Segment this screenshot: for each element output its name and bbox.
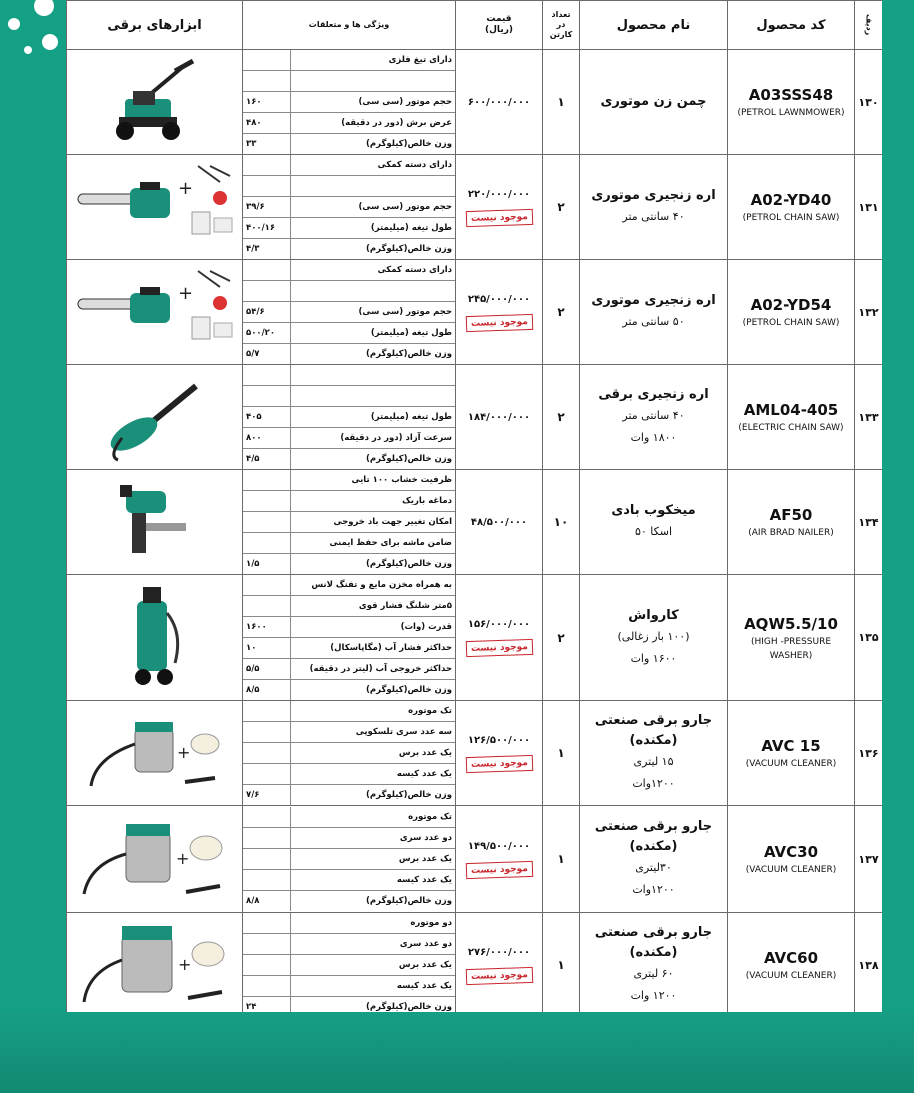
spec-value (243, 976, 291, 997)
name-cell (580, 260, 728, 365)
spec-value (243, 50, 291, 71)
product-name: اره زنجیری موتوری (591, 293, 716, 308)
pressure-washer-icon (67, 583, 242, 693)
spec-value (243, 533, 291, 554)
out-of-stock-stamp: موجود نیست (465, 639, 532, 657)
spec-value: ۸۰۰ (243, 428, 291, 449)
product-detail: (۱۰۰ بار زغالی) (617, 629, 690, 643)
product-detail: ۱۲۰۰وات (632, 883, 675, 896)
row-number: ۱۳۵ (855, 575, 883, 701)
spec-value (243, 849, 291, 870)
specs-cell (243, 701, 456, 806)
product-name: جارو برقی صنعتی (مکنده) (594, 925, 713, 960)
product-code-english: (AIR BRAD NAILER) (748, 528, 834, 538)
code-cell (728, 155, 855, 260)
spec-label: وزن خالص(کیلوگرم) (291, 997, 456, 1013)
lawnmower-icon (67, 57, 242, 147)
specs-cell (243, 806, 456, 913)
spec-label: یک عدد برس (291, 743, 456, 764)
spec-label: حداکثر خروجی آب (لیتر در دقیقه) (291, 659, 456, 680)
electric-chainsaw-icon (67, 372, 242, 462)
product-row (67, 806, 883, 913)
spec-value: ۳۹/۶ (243, 197, 291, 218)
spec-label (291, 176, 456, 197)
spec-value (243, 743, 291, 764)
product-detail: ۳۰لیتری (635, 861, 672, 874)
spec-label: طول تیغه (میلیمتر) (291, 218, 456, 239)
header-tools: ابزارهای برقی (67, 1, 243, 50)
out-of-stock-stamp: موجود نیست (465, 966, 532, 984)
spec-value (243, 596, 291, 617)
spec-label: دارای تیغ فلزی (291, 50, 456, 71)
code-cell (728, 365, 855, 470)
svg-text:+: + (176, 743, 190, 762)
price-cell (456, 913, 543, 1013)
decor-bubble (24, 46, 32, 54)
code-cell (728, 913, 855, 1013)
spec-value (243, 575, 291, 596)
spec-label (291, 386, 456, 407)
name-cell (580, 50, 728, 155)
price-list-page (66, 0, 882, 1012)
code-cell (728, 260, 855, 365)
spec-label: وزن خالص(کیلوگرم) (291, 554, 456, 575)
spec-value (243, 176, 291, 197)
qty-cell: ۲ (543, 575, 580, 701)
spec-label: ۵متر شلنگ فشار قوی (291, 596, 456, 617)
svg-text:+: + (177, 283, 193, 304)
spec-label: دو عدد سری (291, 828, 456, 849)
product-detail: ۴۰ سانتی متر (622, 210, 685, 223)
product-row (67, 50, 883, 155)
spec-value (243, 955, 291, 976)
row-number: ۱۳۳ (855, 365, 883, 470)
vacuum-large-icon (67, 920, 242, 1010)
product-detail: ۱۵ لیتری (633, 755, 674, 768)
product-detail: ۱۲۰۰ وات (630, 989, 677, 1002)
spec-label: به همراه مخزن مایع و تفنگ لانس (291, 575, 456, 596)
spec-label: دو موتوره (291, 913, 456, 934)
spec-value (243, 913, 291, 934)
spec-value: ۵۴/۶ (243, 302, 291, 323)
specs-cell (243, 50, 456, 155)
spec-value: ۴/۵ (243, 449, 291, 470)
product-image (67, 365, 243, 470)
product-name: چمن زن موتوری (600, 94, 707, 109)
row-number: ۱۳۷ (855, 806, 883, 913)
code-cell (728, 701, 855, 806)
spec-label: یک عدد کیسه (291, 870, 456, 891)
specs-cell (243, 575, 456, 701)
price-cell (456, 575, 543, 701)
product-code-english: (VACUUM CLEANER) (745, 971, 837, 981)
name-cell (580, 575, 728, 701)
spec-value: ۱۰ (243, 638, 291, 659)
spec-label: ظرفیت خشاب ۱۰۰ تایی (291, 470, 456, 491)
header-qty: تعداد در کارتن (543, 1, 580, 50)
specs-cell (243, 365, 456, 470)
price-value: ۶۰۰/۰۰۰/۰۰۰ (467, 96, 531, 108)
product-row (67, 365, 883, 470)
name-cell (580, 470, 728, 575)
product-name: اره زنجیری موتوری (591, 188, 716, 203)
spec-label: دارای دسته کمکی (291, 260, 456, 281)
vacuum-medium-icon (67, 814, 242, 904)
name-cell (580, 155, 728, 260)
qty-cell: ۱ (543, 913, 580, 1013)
code-cell (728, 470, 855, 575)
product-code-english: (PETROL CHAIN SAW) (742, 318, 840, 328)
price-cell (456, 365, 543, 470)
price-value: ۴۸/۵۰۰/۰۰۰ (470, 516, 528, 528)
nailer-icon (67, 477, 242, 567)
spec-label: دماغه باریک (291, 491, 456, 512)
name-cell (580, 913, 728, 1013)
spec-value (243, 491, 291, 512)
header-name: نام محصول (580, 1, 728, 50)
product-code: AML04-405 (743, 401, 839, 419)
spec-value (243, 722, 291, 743)
price-value: ۲۲۰/۰۰۰/۰۰۰ (467, 188, 531, 200)
name-cell (580, 365, 728, 470)
spec-value: ۳۳ (243, 134, 291, 155)
product-code: AVC30 (763, 843, 819, 861)
price-value: ۱۸۴/۰۰۰/۰۰۰ (467, 411, 531, 423)
spec-label: عرض برش (دور در دقیقه) (291, 113, 456, 134)
product-detail: ۱۲۰۰وات (632, 777, 675, 790)
spec-value: ۵۰۰/۲۰ (243, 323, 291, 344)
price-cell (456, 470, 543, 575)
product-detail: ۶۰ لیتری (633, 967, 674, 980)
spec-value (243, 386, 291, 407)
product-detail: ۴۰ سانتی متر (622, 409, 685, 422)
svg-text:+: + (177, 955, 191, 974)
spec-label (291, 365, 456, 386)
vacuum-small-icon (67, 708, 242, 798)
header-code: کد محصول (728, 1, 855, 50)
spec-value (243, 870, 291, 891)
product-code: A02-YD40 (750, 191, 832, 209)
spec-label: حداکثر فشار آب (مگاپاسکال) (291, 638, 456, 659)
qty-cell: ۱۰ (543, 470, 580, 575)
specs-cell (243, 155, 456, 260)
code-cell (728, 806, 855, 913)
spec-label: یک عدد کیسه (291, 976, 456, 997)
decor-bubble (42, 34, 58, 50)
spec-label: حجم موتور (سی سی) (291, 92, 456, 113)
header-row: ردیف (855, 1, 883, 50)
product-code-english: (VACUUM CLEANER) (745, 865, 837, 875)
spec-label: قدرت (وات) (291, 617, 456, 638)
product-code: AVC60 (763, 949, 819, 967)
spec-value: ۱/۵ (243, 554, 291, 575)
row-number: ۱۳۶ (855, 701, 883, 806)
spec-value (243, 828, 291, 849)
code-cell (728, 575, 855, 701)
chainsaw-kit-icon (67, 267, 242, 357)
spec-value (243, 701, 291, 722)
product-name: اره زنجیری برقی (598, 387, 709, 402)
spec-value (243, 155, 291, 176)
spec-value (243, 260, 291, 281)
product-table (66, 0, 882, 1012)
spec-label: وزن خالص(کیلوگرم) (291, 891, 456, 912)
code-cell (728, 50, 855, 155)
price-value: ۲۷۶/۰۰۰/۰۰۰ (467, 946, 531, 958)
spec-value (243, 934, 291, 955)
out-of-stock-stamp: موجود نیست (465, 208, 532, 226)
spec-value: ۴/۳ (243, 239, 291, 260)
spec-label: دارای دسته کمکی (291, 155, 456, 176)
spec-value: ۱۶۰۰ (243, 617, 291, 638)
qty-cell: ۲ (543, 155, 580, 260)
spec-value (243, 281, 291, 302)
spec-label: حجم موتور (سی سی) (291, 302, 456, 323)
out-of-stock-stamp: موجود نیست (465, 754, 532, 772)
product-detail: ۵۰ سانتی متر (622, 315, 685, 328)
spec-label: ضامن ماشه برای حفظ ایمنی (291, 533, 456, 554)
spec-value: ۵/۷ (243, 344, 291, 365)
product-code: AVC 15 (761, 737, 821, 755)
product-row (67, 155, 883, 260)
spec-value: ۴۰۵ (243, 407, 291, 428)
product-code-english: (HIGH -PRESSURE WASHER) (750, 636, 832, 661)
background-footer (0, 1010, 914, 1093)
spec-label (291, 71, 456, 92)
chainsaw-kit-icon (67, 162, 242, 252)
spec-label (291, 281, 456, 302)
product-row (67, 260, 883, 365)
product-image (67, 575, 243, 701)
spec-label: طول تیغه (میلیمتر) (291, 407, 456, 428)
product-code: AQW5.5/10 (744, 614, 838, 633)
product-code-english: (VACUUM CLEANER) (745, 759, 837, 769)
price-cell (456, 701, 543, 806)
header-price: قیمت (ریال) (456, 1, 543, 50)
price-value: ۱۵۶/۰۰۰/۰۰۰ (467, 619, 531, 630)
product-detail: ۱۸۰۰ وات (630, 431, 677, 444)
header-specs: ویژگی ها و متعلقات (243, 1, 456, 50)
spec-value: ۸/۸ (243, 891, 291, 912)
product-image (67, 806, 243, 913)
svg-text:+: + (177, 178, 193, 199)
name-cell (580, 701, 728, 806)
product-row (67, 470, 883, 575)
qty-cell: ۱ (543, 50, 580, 155)
spec-label: یک عدد کیسه (291, 764, 456, 785)
product-detail: اسکا ۵۰ (634, 525, 673, 538)
spec-label: طول تیغه (میلیمتر) (291, 323, 456, 344)
specs-cell (243, 913, 456, 1013)
product-image (67, 155, 243, 260)
spec-label: وزن خالص(کیلوگرم) (291, 239, 456, 260)
product-name: جارو برقی صنعتی (مکنده) (594, 819, 713, 854)
spec-label: وزن خالص(کیلوگرم) (291, 344, 456, 365)
spec-label: یک عدد برس (291, 955, 456, 976)
qty-cell: ۲ (543, 365, 580, 470)
spec-label: حجم موتور (سی سی) (291, 197, 456, 218)
price-cell (456, 806, 543, 913)
product-code-english: (PETROL CHAIN SAW) (742, 213, 840, 223)
out-of-stock-stamp: موجود نیست (465, 860, 532, 878)
spec-value (243, 807, 291, 828)
spec-value: ۵/۵ (243, 659, 291, 680)
row-number: ۱۳۱ (855, 155, 883, 260)
spec-value (243, 71, 291, 92)
spec-value: ۴۸۰ (243, 113, 291, 134)
product-detail: ۱۶۰۰ وات (630, 651, 677, 665)
name-cell (580, 806, 728, 913)
product-row (67, 913, 883, 1013)
spec-value: ۲۴ (243, 997, 291, 1013)
price-cell (456, 50, 543, 155)
product-image (67, 470, 243, 575)
product-code: A02-YD54 (750, 296, 832, 314)
spec-value (243, 470, 291, 491)
row-number: ۱۳۴ (855, 470, 883, 575)
qty-cell: ۱ (543, 701, 580, 806)
product-code-english: (ELECTRIC CHAIN SAW) (738, 423, 844, 433)
spec-label: تک موتوره (291, 701, 456, 722)
decor-bubble (34, 0, 54, 16)
spec-label: وزن خالص(کیلوگرم) (291, 680, 456, 701)
qty-cell: ۱ (543, 806, 580, 913)
row-number: ۱۳۸ (855, 913, 883, 1013)
decor-bubble (8, 18, 20, 30)
price-cell (456, 260, 543, 365)
spec-label: وزن خالص(کیلوگرم) (291, 134, 456, 155)
spec-value (243, 764, 291, 785)
price-cell (456, 155, 543, 260)
product-image (67, 50, 243, 155)
spec-value: ۸/۵ (243, 680, 291, 701)
price-value: ۱۴۹/۵۰۰/۰۰۰ (467, 840, 531, 852)
spec-label: امکان تغییر جهت باد خروجی (291, 512, 456, 533)
product-code: AF50 (769, 506, 813, 524)
spec-label: سه عدد سری تلسکوپی (291, 722, 456, 743)
product-image (67, 913, 243, 1013)
price-value: ۱۲۶/۵۰۰/۰۰۰ (467, 734, 531, 746)
product-row (67, 575, 883, 701)
specs-cell (243, 470, 456, 575)
spec-value: ۴۰۰/۱۶ (243, 218, 291, 239)
product-code: A03SSS48 (748, 86, 834, 104)
spec-label: سرعت آزاد (دور در دقیقه) (291, 428, 456, 449)
spec-label: تک موتوره (291, 807, 456, 828)
price-value: ۲۴۵/۰۰۰/۰۰۰ (467, 293, 531, 305)
row-number: ۱۳۲ (855, 260, 883, 365)
qty-cell: ۲ (543, 260, 580, 365)
spec-value: ۷/۶ (243, 785, 291, 806)
spec-value (243, 365, 291, 386)
svg-text:+: + (175, 849, 189, 868)
spec-value: ۱۶۰ (243, 92, 291, 113)
product-image (67, 260, 243, 365)
spec-label: دو عدد سری (291, 934, 456, 955)
spec-label: یک عدد برس (291, 849, 456, 870)
product-name: میخکوب بادی (611, 503, 696, 518)
out-of-stock-stamp: موجود نیست (465, 313, 532, 331)
spec-label: وزن خالص(کیلوگرم) (291, 449, 456, 470)
product-code-english: (PETROL LAWNMOWER) (737, 108, 845, 118)
product-name: کارواش (628, 607, 679, 623)
product-image (67, 701, 243, 806)
spec-label: وزن خالص(کیلوگرم) (291, 785, 456, 806)
product-row (67, 701, 883, 806)
row-number: ۱۳۰ (855, 50, 883, 155)
specs-cell (243, 260, 456, 365)
product-name: جارو برقی صنعتی (مکنده) (594, 713, 713, 748)
spec-value (243, 512, 291, 533)
